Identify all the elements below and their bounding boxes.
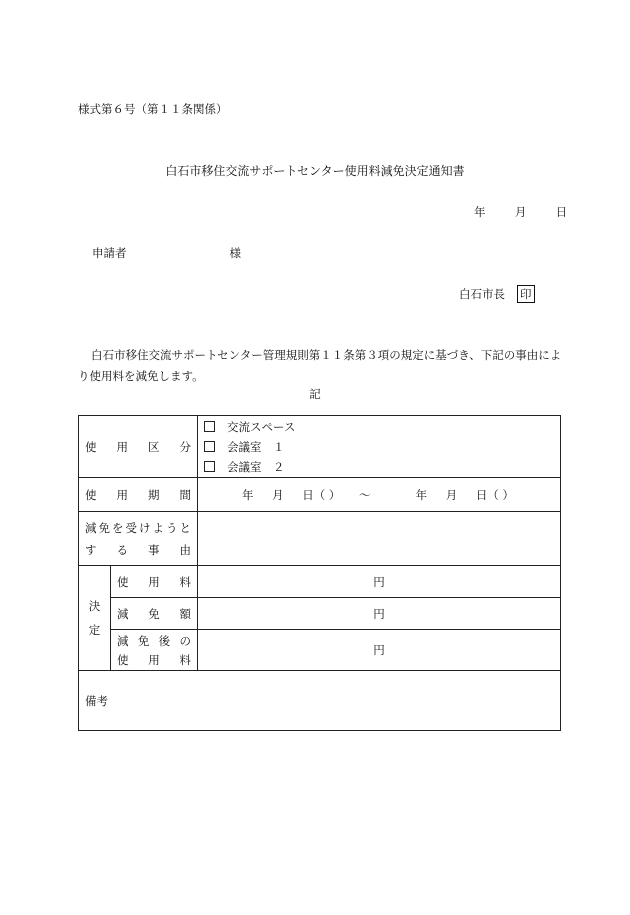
checkbox-icon[interactable] [204,441,215,452]
decision-form-table [78,415,561,731]
reason-label: 減 免 を 受 け よ う と す る 事 由 [79,512,198,566]
date-month: 月 [514,205,527,219]
option-exchange-space[interactable]: 交流スペース [204,417,554,437]
usage-category-label: 使 用 区 分 [79,416,198,478]
form-number: 様式第６号（第１１条関係） [78,102,228,116]
row-remarks [79,671,561,731]
remarks-field[interactable] [79,671,561,731]
date-day: 日 [555,205,568,219]
remarks-label: 備考 [85,693,108,708]
fee-label: 使 用 料 [111,566,198,598]
reduction-field[interactable] [198,598,561,630]
document-title: 白石市移住交流サポートセンター使用料減免決定通知書 [165,164,465,178]
row-usage-category [79,416,561,478]
issuer-name: 白石市長 [459,287,505,301]
row-reason [79,512,561,566]
reason-field[interactable] [198,512,561,566]
reduction-label: 減 免 額 [111,598,198,630]
issuer-line [459,285,535,303]
usage-period-label: 使 用 期 間 [79,478,198,512]
decision-label: 決 定 [79,566,111,671]
usage-category-options [198,416,561,478]
body-text: 白石市移住交流サポートセンター管理規則第１１条第３項の規定に基づき、下記の事由により使用料を減免します。 [78,348,562,383]
checkbox-icon[interactable] [204,461,215,472]
after-fee-field[interactable] [198,630,561,671]
seal-mark: 印 [517,285,535,303]
option-meeting-room-1[interactable]: 会議室 １ [204,437,554,457]
after-fee-unit: 円 [373,643,385,657]
after-fee-label: 減 免 後 の 使 用 料 [111,630,198,671]
usage-period-field[interactable]: 年 月 日（ ） ～ 年 月 日（ ） [198,478,561,512]
checkbox-icon[interactable] [204,421,215,432]
fee-field[interactable] [198,566,561,598]
row-usage-period [79,478,561,512]
applicant-label: 申請者 [92,246,127,260]
date-year: 年 [474,205,486,219]
row-reduction [79,598,561,630]
applicant-suffix: 様 [229,246,241,260]
issue-date [474,204,567,220]
reduction-unit: 円 [373,606,385,621]
applicant-line [92,245,241,261]
ki-heading: 記 [309,387,321,401]
row-after-fee [79,630,561,671]
row-fee [79,566,561,598]
option-meeting-room-2[interactable]: 会議室 ２ [204,457,554,477]
fee-unit: 円 [373,574,385,589]
